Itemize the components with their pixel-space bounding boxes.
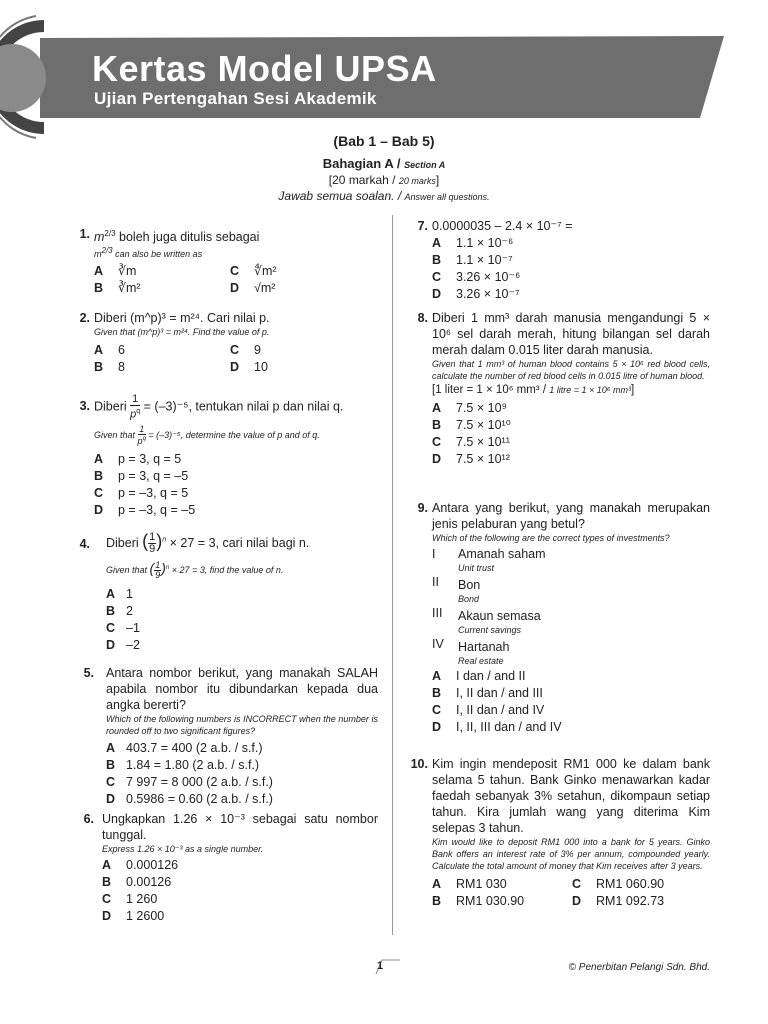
page-number: 1 xyxy=(377,960,384,972)
banner-disc xyxy=(0,44,46,112)
chapters-label: (Bab 1 – Bab 5) xyxy=(333,133,435,149)
column-divider xyxy=(392,215,393,935)
marks-label: [20 markah / 20 marks] xyxy=(328,173,440,187)
publisher-credit: © Penerbitan Pelangi Sdn. Bhd. xyxy=(568,962,710,973)
page-subtitle: Ujian Pertengahan Sesi Akademik xyxy=(94,89,377,108)
instructions: Jawab semua soalan. / Answer all questions. xyxy=(278,189,490,203)
section-label: Bahagian A / Section A xyxy=(322,156,446,171)
page-title: Kertas Model UPSA xyxy=(92,48,437,89)
